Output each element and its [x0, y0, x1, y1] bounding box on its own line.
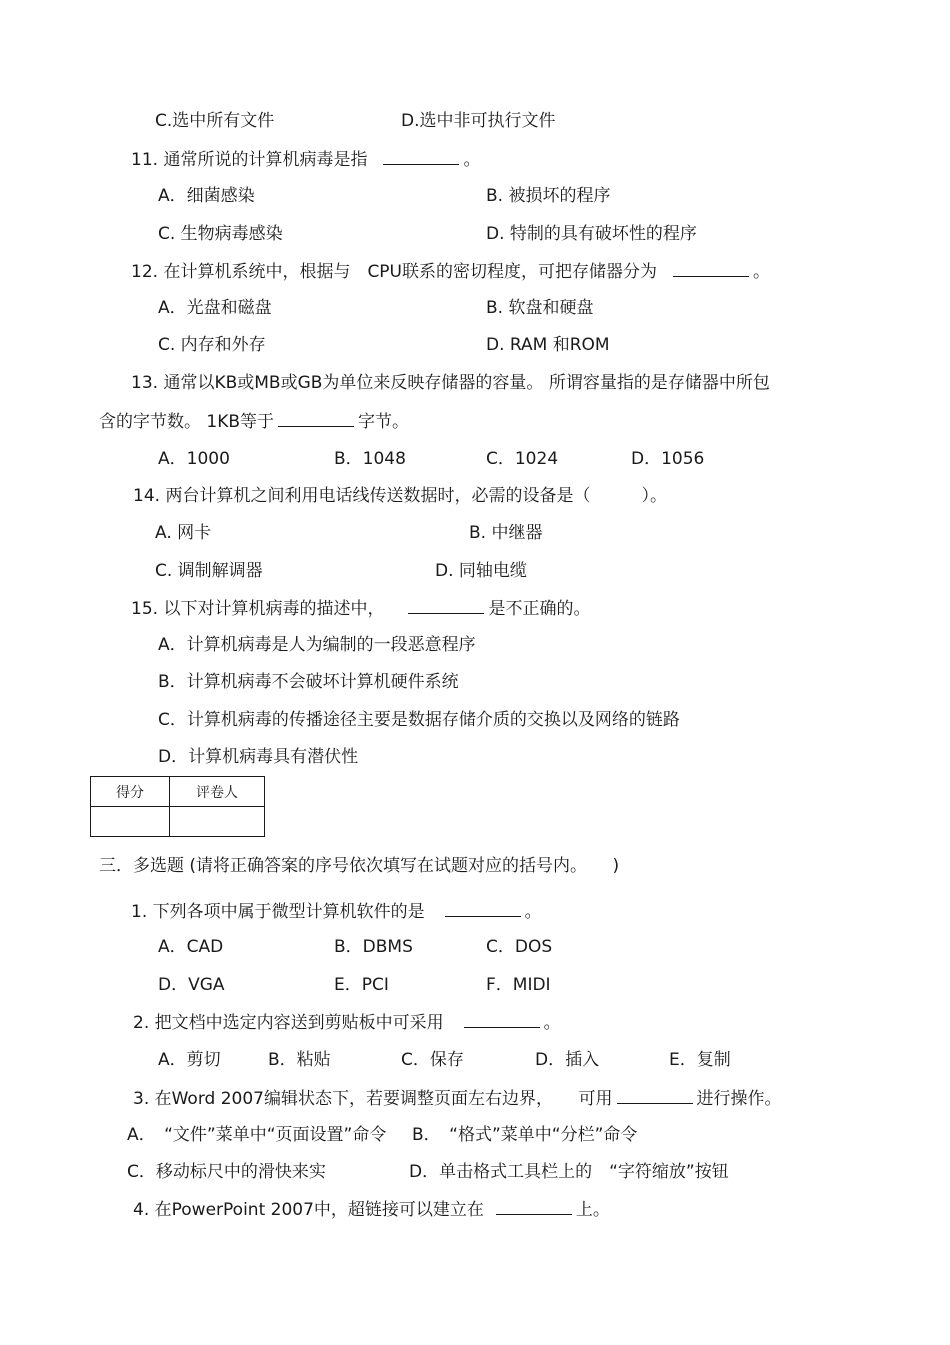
option-a: A．计算机病毒是人为编制的一段恶意程序 — [158, 635, 476, 655]
option-c: C. 调制解调器 — [155, 561, 263, 581]
question-tail: 。 — [753, 262, 771, 282]
option-a: A. 网卡 — [155, 523, 212, 543]
answer-blank[interactable] — [383, 148, 459, 165]
answer-blank[interactable] — [278, 410, 354, 427]
option-d: D．单击格式工具栏上的 “字符缩放”按钮 — [409, 1162, 729, 1182]
question-stem: 12. 在计算机系统中，根据与 CPU联系的密切程度，可把存储器分为 — [131, 262, 658, 282]
answer-blank[interactable] — [445, 900, 521, 917]
option-d: D．计算机病毒具有潜伏性 — [158, 747, 359, 767]
option-c: C. 生物病毒感染 — [158, 224, 283, 244]
question-14: 14. 两台计算机之间利用电话线传送数据时，必需的设备是（ ）。 — [133, 486, 667, 506]
question-tail: 上。 — [575, 1200, 610, 1220]
option-d: D. 特制的具有破坏性的程序 — [486, 224, 697, 244]
option-a: A． “文件”菜单中“页面设置”命令 — [127, 1125, 387, 1145]
option-a: A．细菌感染 — [158, 186, 255, 206]
option-d: D．插入 — [535, 1050, 600, 1070]
option-b: B. 中继器 — [469, 523, 543, 543]
grader-cell[interactable] — [170, 807, 265, 837]
question-tail: 。 — [543, 1013, 561, 1033]
option-b: B．计算机病毒不会破坏计算机硬件系统 — [158, 672, 459, 692]
score-header: 得分 — [91, 777, 170, 807]
question-13-line2 — [99, 410, 409, 433]
option-c: C．保存 — [401, 1050, 464, 1070]
option-d: D．1056 — [631, 449, 705, 469]
option-c: C．计算机病毒的传播途径主要是数据存储介质的交换以及网络的链路 — [158, 710, 680, 730]
grader-header: 评卷人 — [170, 777, 265, 807]
question-tail: 。 — [524, 902, 542, 922]
option-b: B．粘贴 — [268, 1050, 331, 1070]
option-c: C．1024 — [486, 449, 559, 469]
question-tail: 进行操作。 — [696, 1089, 782, 1109]
option-c: C．移动标尺中的滑快来实 — [127, 1162, 326, 1182]
option-b: B. 被损坏的程序 — [486, 186, 611, 206]
option-b: B．1048 — [334, 449, 406, 469]
question-stem: 含的字节数。 1KB等于 — [99, 412, 275, 432]
score-cell[interactable] — [91, 807, 170, 837]
question-tail: 字节。 — [358, 412, 410, 432]
answer-blank[interactable] — [408, 597, 484, 614]
question-15 — [131, 597, 590, 620]
question-m2 — [133, 1011, 561, 1034]
answer-blank[interactable] — [617, 1087, 693, 1104]
question-stem: 1. 下列各项中属于微型计算机软件的是 — [131, 902, 425, 922]
question-stem: 2. 把文档中选定内容送到剪贴板中可采用 — [133, 1013, 444, 1033]
option-b: B．DBMS — [334, 937, 413, 957]
question-m3 — [133, 1087, 782, 1110]
question-stem: 11. 通常所说的计算机病毒是指 — [131, 150, 368, 170]
option-d: D．VGA — [158, 975, 225, 995]
question-tail: 是不正确的。 — [488, 599, 591, 619]
section-title: 三．多选题 (请将正确答案的序号依次填写在试题对应的括号内。 ) — [99, 856, 620, 876]
question-12 — [131, 260, 770, 283]
option-a: A．CAD — [158, 937, 224, 957]
question-11 — [131, 148, 480, 171]
option-c: C．DOS — [486, 937, 553, 957]
score-table — [90, 776, 265, 837]
option-d: D. RAM 和ROM — [486, 335, 610, 355]
question-stem: 4. 在PowerPoint 2007中，超链接可以建立在 — [133, 1200, 484, 1220]
option-b: B． “格式”菜单中“分栏”命令 — [412, 1125, 638, 1145]
option-a: A．1000 — [158, 449, 230, 469]
option-b: B. 软盘和硬盘 — [486, 298, 594, 318]
option-d: D.选中非可执行文件 — [401, 111, 556, 131]
question-13-line1: 13. 通常以KB或MB或GB为单位来反映存储器的容量。 所谓容量指的是存储器中所包 — [131, 373, 770, 393]
question-m4 — [133, 1198, 610, 1221]
option-c: C. 内存和外存 — [158, 335, 266, 355]
answer-blank[interactable] — [673, 260, 749, 277]
answer-blank[interactable] — [464, 1011, 540, 1028]
question-m1 — [131, 900, 542, 923]
option-a: A．光盘和磁盘 — [158, 298, 272, 318]
question-tail: 。 — [463, 150, 481, 170]
option-f: F．MIDI — [486, 975, 551, 995]
option-c: C.选中所有文件 — [155, 111, 275, 131]
question-stem: 15. 以下对计算机病毒的描述中， — [131, 599, 385, 619]
answer-blank[interactable] — [496, 1198, 572, 1215]
question-stem: 3. 在Word 2007编辑状态下，若要调整页面左右边界， 可用 — [133, 1089, 613, 1109]
option-a: A．剪切 — [158, 1050, 221, 1070]
option-d: D. 同轴电缆 — [435, 561, 527, 581]
option-e: E．PCI — [334, 975, 389, 995]
option-e: E．复制 — [669, 1050, 731, 1070]
